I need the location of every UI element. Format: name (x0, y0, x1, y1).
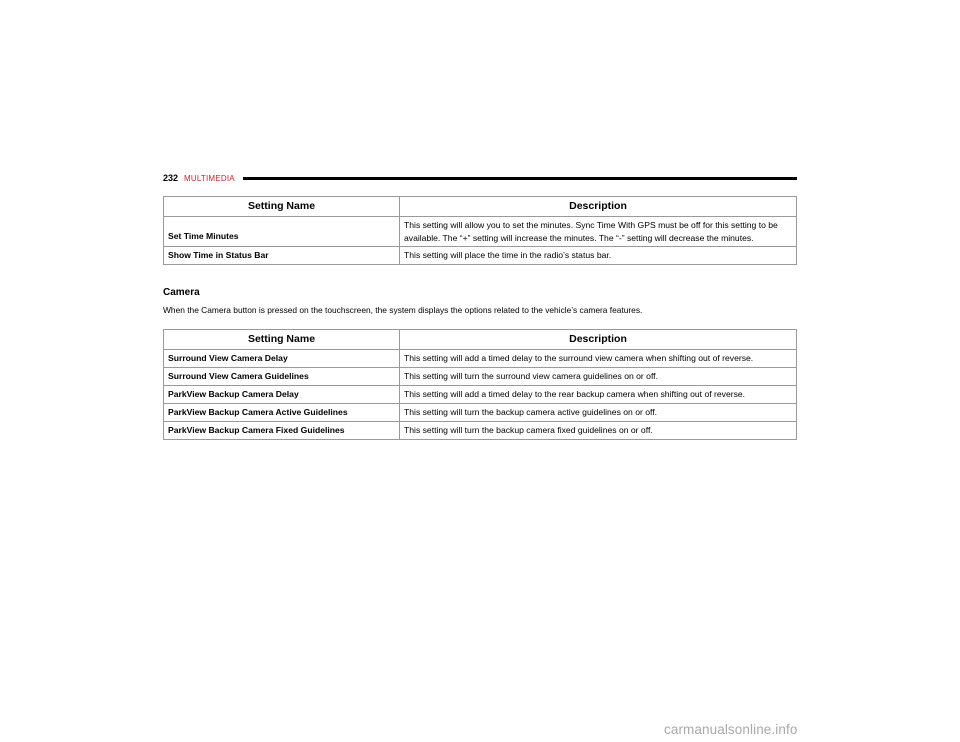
setting-description: This setting will place the time in the radio’s status bar. (400, 247, 797, 265)
column-header-setting-name: Setting Name (164, 330, 400, 350)
setting-description: This setting will add a timed delay to the rear backup camera when shifting out of reverse. (400, 386, 797, 404)
section-title: MULTIMEDIA (184, 173, 235, 183)
column-header-description: Description (400, 197, 797, 217)
camera-intro-text: When the Camera button is pressed on the touchscreen, the system displays the options related to the vehicle’s camera features. (163, 305, 643, 315)
clock-settings-table (163, 196, 797, 265)
setting-name: ParkView Backup Camera Active Guidelines (164, 404, 400, 422)
table-row (164, 422, 797, 440)
setting-name: Surround View Camera Delay (164, 350, 400, 368)
setting-name: Show Time in Status Bar (164, 247, 400, 265)
camera-heading: Camera (163, 287, 200, 298)
table-header-row (164, 197, 797, 217)
table-row (164, 247, 797, 265)
column-header-description: Description (400, 330, 797, 350)
header-rule (243, 177, 797, 180)
watermark-link[interactable]: carmanualsonline.info (664, 722, 798, 737)
setting-description: This setting will turn the backup camera fixed guidelines on or off. (400, 422, 797, 440)
setting-description: This setting will add a timed delay to the surround view camera when shifting out of reverse. (400, 350, 797, 368)
setting-name: Surround View Camera Guidelines (164, 368, 400, 386)
camera-settings-table (163, 329, 797, 440)
setting-name: Set Time Minutes (164, 217, 400, 247)
table-row (164, 217, 797, 247)
setting-description: This setting will turn the surround view camera guidelines on or off. (400, 368, 797, 386)
page-number: 232 (163, 173, 179, 183)
setting-name: ParkView Backup Camera Fixed Guidelines (164, 422, 400, 440)
table-row (164, 368, 797, 386)
table-row (164, 404, 797, 422)
page-header (163, 172, 797, 184)
setting-description: This setting will allow you to set the minutes. Sync Time With GPS must be off for this setting to be available. The “+” setting will increase the minutes. The “-” setting will decrease the minutes. (400, 217, 797, 247)
setting-description: This setting will turn the backup camera active guidelines on or off. (400, 404, 797, 422)
column-header-setting-name: Setting Name (164, 197, 400, 217)
table-row (164, 386, 797, 404)
table-header-row (164, 330, 797, 350)
table-row (164, 350, 797, 368)
setting-name: ParkView Backup Camera Delay (164, 386, 400, 404)
